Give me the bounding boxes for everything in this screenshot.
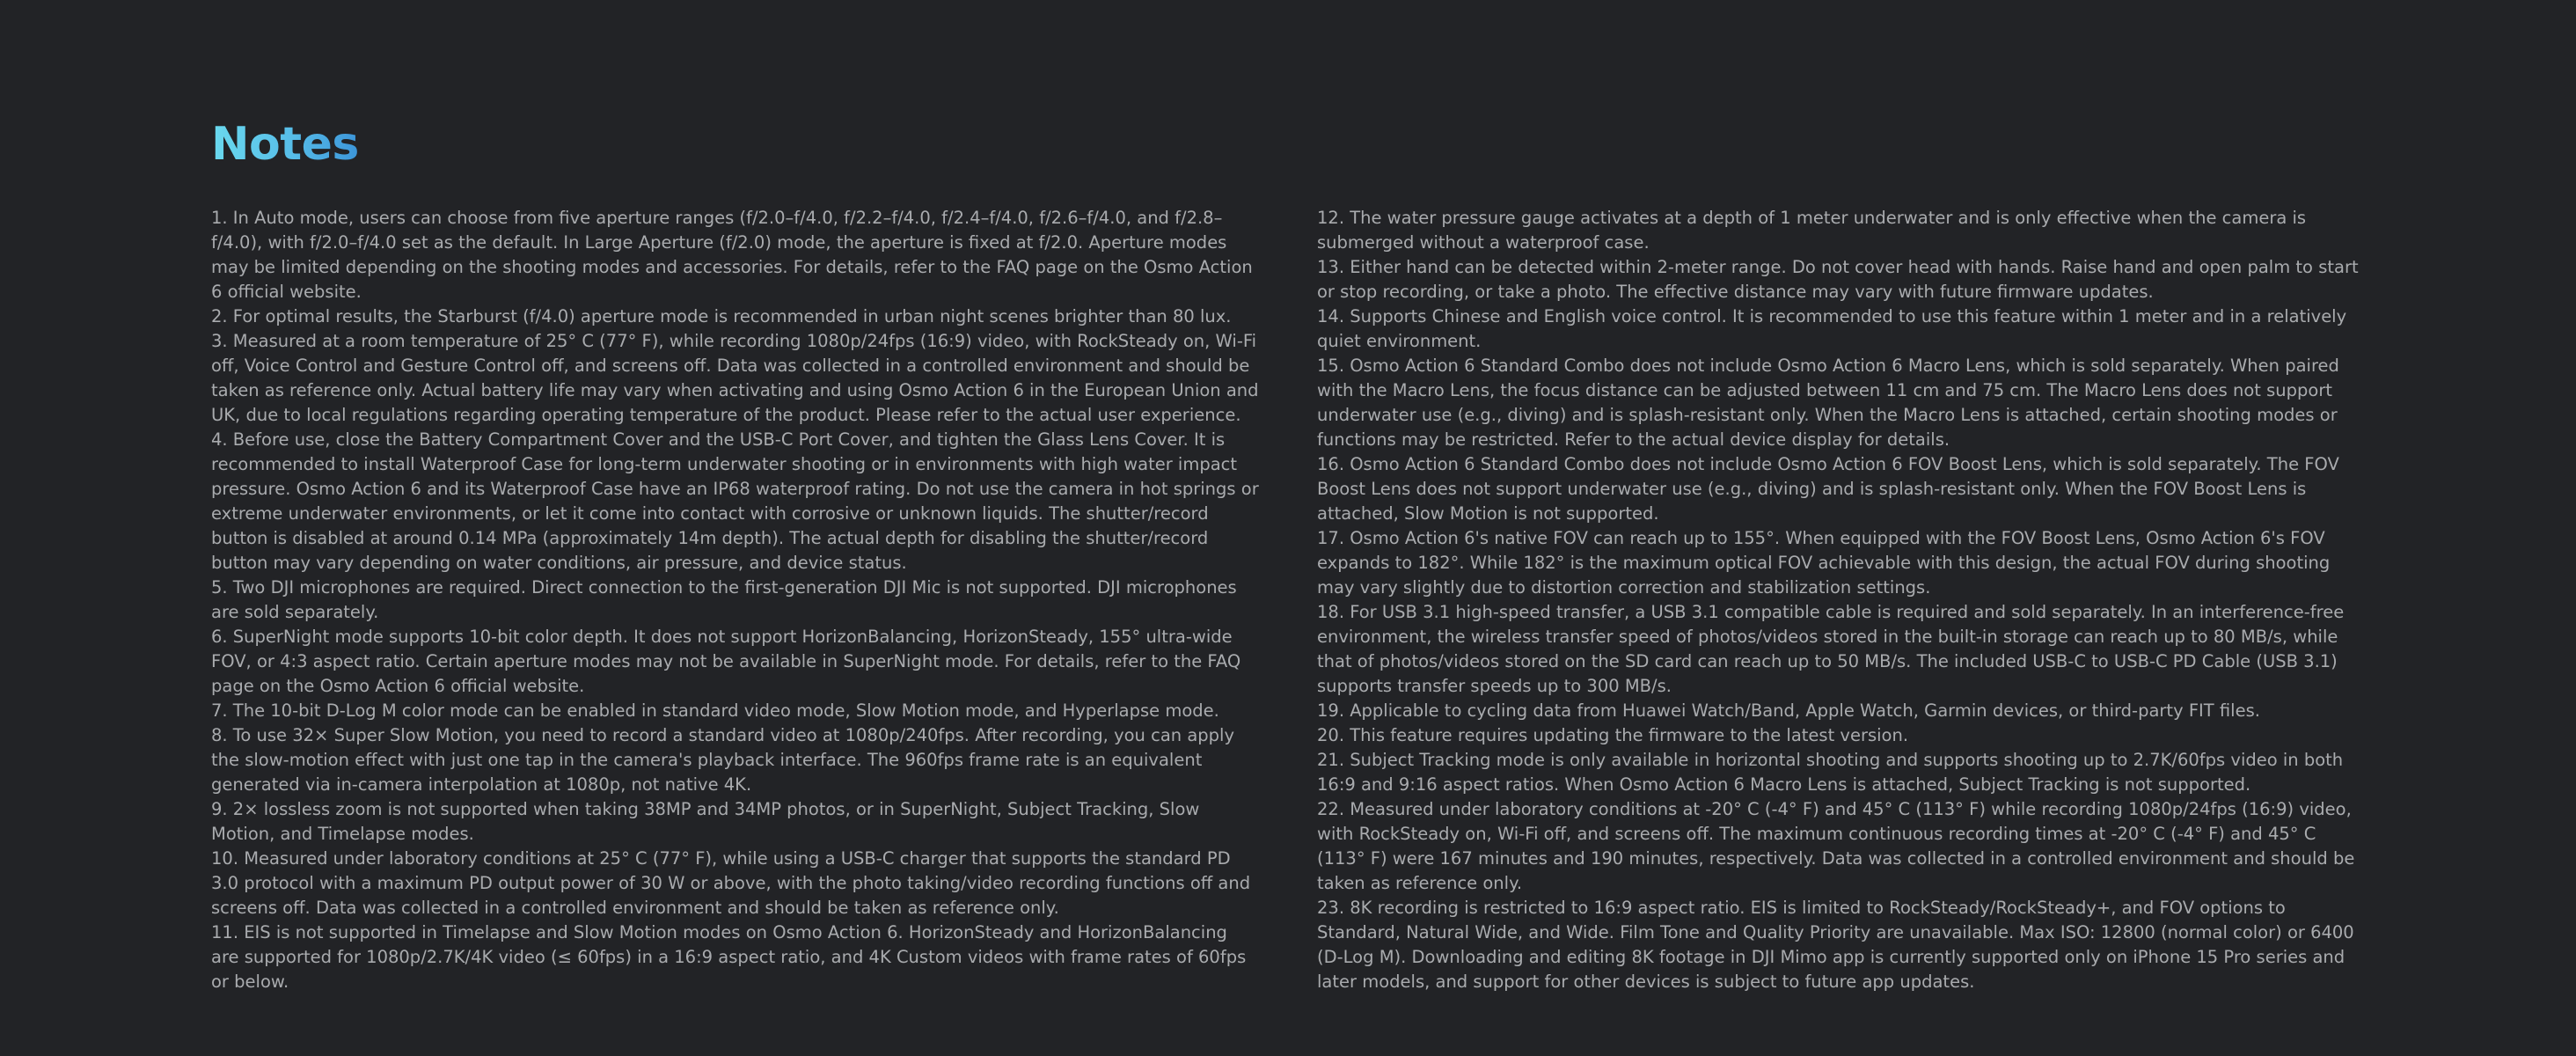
note-item-18: 18. For USB 3.1 high-speed transfer, a USB 3.1 compatible cable is required and sold separately. In an interference-free environment, the wireless transfer speed of photos/videos stored in the built-in storage can reach up to 80 MB/s, while that of photos/videos stored on the SD card can reach up to 50 MB/s. The included USB-C to USB-C PD Cable (USB 3.1) supports transfer speeds up to 300 MB/s. [1317, 602, 2345, 696]
note-item-1: 1. In Auto mode, users can choose from five aperture ranges (f/2.0–f/4.0, f/2.2–f/4.0, f/2.4–f/4.0, f/2.6–f/4.0, and f/2.8–f/4.0), with f/2.0–f/4.0 set as the default. In Large Aperture (f/2.0) mode, the aperture is fixed at f/2.0. Aperture modes may be limited depending on the shooting modes and accessories. For details, refer to the FAQ page on the Osmo Action 6 official website. [211, 208, 1253, 302]
note-item-7: 7. The 10-bit D-Log M color mode can be enabled in standard video mode, Slow Motion mode, and Hyperlapse mode. [211, 700, 1219, 721]
note-item-22: 22. Measured under laboratory conditions at -20° C (-4° F) and 45° C (113° F) while recording 1080p/24fps (16:9) video, with RockSteady on, Wi-Fi off, and screens off. The maximum continuous recording times at -20° C (-4° F) and 45° C (113° F) were 167 minutes and 190 minutes, respectively. Data was collected in a controlled environment and should be taken as reference only. [1317, 799, 2355, 893]
notes-column-left [211, 206, 1259, 994]
notes-column-right [1317, 206, 2365, 994]
notes-title: Notes [211, 118, 359, 171]
note-item-14: 14. Supports Chinese and English voice control. It is recommended to use this feature within 1 meter and in a relatively quiet environment. [1317, 306, 2347, 351]
note-item-20: 20. This feature requires updating the firmware to the latest version. [1317, 725, 1909, 745]
notes-columns [211, 206, 2365, 994]
note-item-15: 15. Osmo Action 6 Standard Combo does not include Osmo Action 6 Macro Lens, which is sold separately. When paired with the Macro Lens, the focus distance can be adjusted between 11 cm and 75 cm. The Macro Lens does not support underwater use (e.g., diving) and is splash-resistant only. When the Macro Lens is attached, certain shooting modes or functions may be restricted. Refer to the actual device display for details. [1317, 356, 2339, 450]
note-item-3: 3. Measured at a room temperature of 25° C (77° F), while recording 1080p/24fps (16:9) video, with RockSteady on, Wi-Fi off, Voice Control and Gesture Control off, and screens off. Data was collected in a controlled environment and should be taken as reference only. Actual battery life may vary when activating and using Osmo Action 6 in the European Union and UK, due to local regulations regarding operating temperature of the product. Please refer to the actual user experience. [211, 331, 1259, 425]
notes-section [211, 116, 2365, 992]
note-item-5: 5. Two DJI microphones are required. Direct connection to the first-generation DJI Mic is not supported. DJI microphones are sold separately. [211, 577, 1237, 622]
note-item-16: 16. Osmo Action 6 Standard Combo does not include Osmo Action 6 FOV Boost Lens, which is sold separately. The FOV Boost Lens does not support underwater use (e.g., diving) and is splash-resistant only. When the FOV Boost Lens is attached, Slow Motion is not supported. [1317, 454, 2339, 524]
note-item-23: 23. 8K recording is restricted to 16:9 aspect ratio. EIS is limited to RockSteady/RockSteady+, and FOV options to Standard, Natural Wide, and Wide. Film Tone and Quality Priority are unavailable. Max ISO: 12800 (normal color) or 6400 (D-Log M). Downloading and editing 8K footage in DJI Mimo app is currently supported only on iPhone 15 Pro series and later models, and support for other devices is subject to future app updates. [1317, 898, 2354, 992]
note-item-4: 4. Before use, close the Battery Compartment Cover and the USB-C Port Cover, and tighten the Glass Lens Cover. It is recommended to install Waterproof Case for long-term underwater shooting or in environments with high water impact pressure. Osmo Action 6 and its Waterproof Case have an IP68 waterproof rating. Do not use the camera in hot springs or extreme underwater environments, or let it come into contact with corrosive or unknown liquids. The shutter/record button is disabled at around 0.14 MPa (approximately 14m depth). The actual depth for disabling the shutter/record button may vary depending on water conditions, air pressure, and device status. [211, 429, 1259, 573]
note-item-21: 21. Subject Tracking mode is only available in horizontal shooting and supports shooting up to 2.7K/60fps video in both 16:9 and 9:16 aspect ratios. When Osmo Action 6 Macro Lens is attached, Subject Tracking is not supported. [1317, 750, 2344, 795]
note-item-10: 10. Measured under laboratory conditions at 25° C (77° F), while using a USB-C charger that supports the standard PD 3.0 protocol with a maximum PD output power of 30 W or above, with the photo taking/video recording functions off and screens off. Data was collected in a controlled environment and should be taken as reference only. [211, 848, 1251, 918]
note-item-12: 12. The water pressure gauge activates at a depth of 1 meter underwater and is only effective when the camera is submerged without a waterproof case. [1317, 208, 2307, 253]
note-item-8: 8. To use 32× Super Slow Motion, you need to record a standard video at 1080p/240fps. After recording, you can apply the slow-motion effect with just one tap in the camera's playback interface. The 960fps frame rate is an equivalent generated via in-camera interpolation at 1080p, not native 4K. [211, 725, 1234, 795]
note-item-2: 2. For optimal results, the Starburst (f/4.0) aperture mode is recommended in urban night scenes brighter than 80 lux. [211, 306, 1232, 326]
note-item-19: 19. Applicable to cycling data from Huawei Watch/Band, Apple Watch, Garmin devices, or third-party FIT files. [1317, 700, 2260, 721]
note-item-17: 17. Osmo Action 6's native FOV can reach up to 155°. When equipped with the FOV Boost Lens, Osmo Action 6's FOV expands to 182°. While 182° is the maximum optical FOV achievable with this design, the actual FOV during shooting may vary slightly due to distortion correction and stabilization settings. [1317, 528, 2331, 598]
note-item-11: 11. EIS is not supported in Timelapse and Slow Motion modes on Osmo Action 6. HorizonSteady and HorizonBalancing are supported for 1080p/2.7K/4K video (≤ 60fps) in a 16:9 aspect ratio, and 4K Custom videos with frame rates of 60fps or below. [211, 922, 1247, 992]
note-item-9: 9. 2× lossless zoom is not supported when taking 38MP and 34MP photos, or in SuperNight, Subject Tracking, Slow Motion, and Timelapse modes. [211, 799, 1200, 844]
note-item-13: 13. Either hand can be detected within 2-meter range. Do not cover head with hands. Raise hand and open palm to start or stop recording, or take a photo. The effective distance may vary with future firmware updates. [1317, 257, 2359, 302]
note-item-6: 6. SuperNight mode supports 10-bit color depth. It does not support HorizonBalancing, HorizonSteady, 155° ultra-wide FOV, or 4:3 aspect ratio. Certain aperture modes may not be available in SuperNight mode. For details, refer to the FAQ page on the Osmo Action 6 official website. [211, 627, 1241, 696]
